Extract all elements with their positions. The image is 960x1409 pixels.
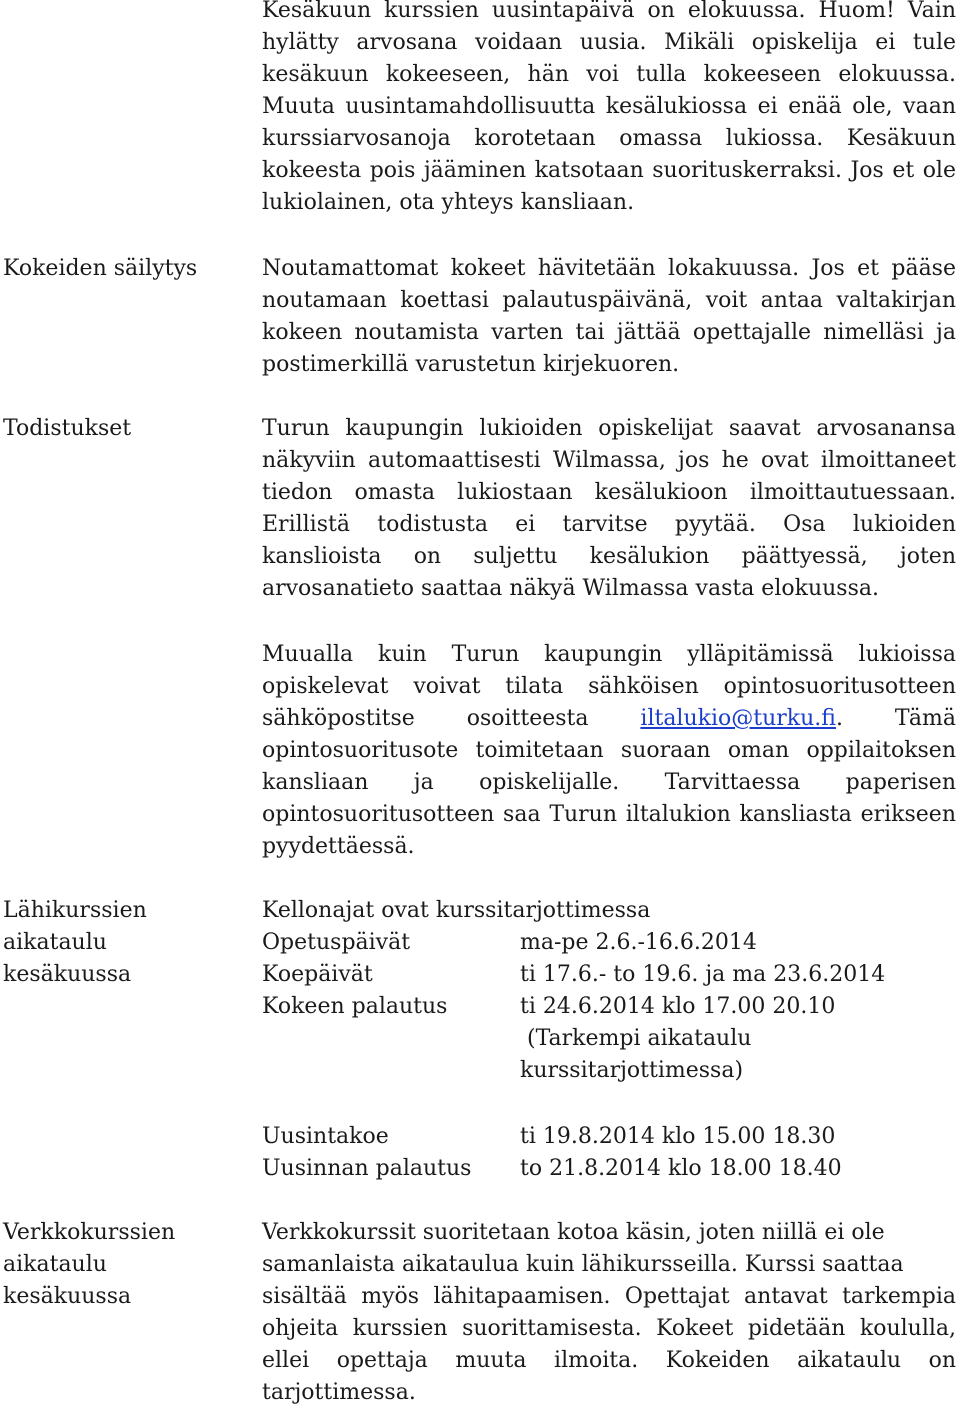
schedule-label-line-3: kesäkuussa bbox=[3, 962, 132, 987]
schedule-note-line-1: (Tarkempi aikataulu bbox=[520, 1026, 752, 1051]
schedule-note-row bbox=[262, 1023, 956, 1055]
online-line-1: Verkkokurssit suoritetaan kotoa käsin, joten niillä ei ole bbox=[262, 1220, 885, 1245]
certificates-text-2 bbox=[262, 639, 956, 863]
online-rest: sisältää myös lähitapaamisen. Opettajat antavat tarkempia ohjeita kurssien suorittamisesta. Kokeet pidetään koululla, ellei opettaja muuta ilmoita. Kokeiden aikataulu on tarjottimessa. bbox=[262, 1284, 956, 1405]
online-label bbox=[3, 1217, 243, 1313]
schedule-row bbox=[262, 991, 956, 1023]
online-section bbox=[262, 1217, 956, 1409]
schedule-label-line-2: aikataulu bbox=[3, 930, 107, 955]
schedule-value: ma-pe 2.6.-16.6.2014 bbox=[520, 930, 757, 955]
intro-paragraph bbox=[262, 0, 956, 219]
retake-row bbox=[262, 1153, 956, 1185]
retake-key: Uusintakoe bbox=[262, 1124, 389, 1149]
schedule-section bbox=[262, 895, 956, 1087]
schedule-value: ti 17.6.- to 19.6. ja ma 23.6.2014 bbox=[520, 962, 886, 987]
certificates-text-2-before: Muualla kuin Turun kaupungin ylläpitämissä lukioissa opiskelevat voivat tilata sähköisen opintosuoritusotteen sähköpostitse osoitteesta bbox=[262, 642, 956, 731]
certificates-text-2-after: . Tämä opintosuoritusote toimitetaan suoraan oman oppilaitoksen kansliaan ja opiskelijalle. Tarvittaessa paperisen opintosuoritusotteen saa Turun iltalukion kansliasta erikseen pyydettäessä. bbox=[262, 706, 956, 859]
storage-text: Noutamattomat kokeet hävitetään lokakuussa. Jos et pääse noutamaan koettasi palautuspäivänä, voit antaa valtakirjan kokeen noutamista varten tai jättää opettajalle nimelläsi ja postimerkillä varustetun kirjekuoren. bbox=[262, 256, 956, 377]
online-label-line-2: aikataulu bbox=[3, 1252, 107, 1277]
certificates-section-1 bbox=[262, 413, 956, 605]
schedule-key: Kokeen palautus bbox=[262, 994, 448, 1019]
retake-section bbox=[262, 1121, 956, 1185]
schedule-note-row bbox=[262, 1055, 956, 1087]
certificates-text-1: Turun kaupungin lukioiden opiskelijat saavat arvosanansa näkyviin automaattisesti Wilmassa, jos he ovat ilmoittaneet tiedon omasta lukiostaan kesälukioon ilmoittautuessaan. Erillistä todistusta ei tarvitse pyytää. Osa lukioiden kanslioista on suljettu kesälukion päättyessä, joten arvosanatieto saattaa näkyä Wilmassa vasta elokuussa. bbox=[262, 416, 956, 601]
intro-text: Kesäkuun kurssien uusintapäivä on elokuussa. Huom! Vain hylätty arvosana voidaan uusia. Mikäli opiskelija ei tule kesäkuun kokeeseen, hän voi tulla kokeeseen elokuussa. Muuta uusintamahdollisuutta kesälukiossa ei enää ole, vaan kurssiarvosanoja korotetaan omassa lukiossa. Kesäkuun kokeesta pois jääminen katsotaan suorituskerraksi. Jos et ole lukiolainen, ota yhteys kansliaan. bbox=[262, 0, 956, 215]
email-link[interactable]: iltalukio@turku.fi bbox=[640, 706, 836, 731]
schedule-row bbox=[262, 959, 956, 991]
retake-key: Uusinnan palautus bbox=[262, 1156, 472, 1181]
retake-value: ti 19.8.2014 klo 15.00 18.30 bbox=[520, 1124, 836, 1149]
schedule-heading: Kellonajat ovat kurssitarjottimessa bbox=[262, 898, 651, 923]
schedule-note-line-2: kurssitarjottimessa) bbox=[520, 1058, 744, 1083]
schedule-label bbox=[3, 895, 243, 991]
retake-row bbox=[262, 1121, 956, 1153]
online-label-line-1: Verkkokurssien bbox=[3, 1220, 176, 1245]
schedule-key: Opetuspäivät bbox=[262, 930, 411, 955]
certificates-label: Todistukset bbox=[3, 416, 132, 441]
retake-value: to 21.8.2014 klo 18.00 18.40 bbox=[520, 1156, 842, 1181]
online-label-line-3: kesäkuussa bbox=[3, 1284, 132, 1309]
schedule-value: ti 24.6.2014 klo 17.00 20.10 bbox=[520, 994, 836, 1019]
schedule-key: Koepäivät bbox=[262, 962, 373, 987]
storage-label: Kokeiden säilytys bbox=[3, 256, 198, 281]
certificates-section-2 bbox=[262, 639, 956, 863]
storage-section bbox=[262, 253, 956, 381]
schedule-label-line-1: Lähikurssien bbox=[3, 898, 147, 923]
online-line-2: samanlaista aikataulua kuin lähikursseilla. Kurssi saattaa bbox=[262, 1252, 904, 1277]
schedule-row bbox=[262, 927, 956, 959]
